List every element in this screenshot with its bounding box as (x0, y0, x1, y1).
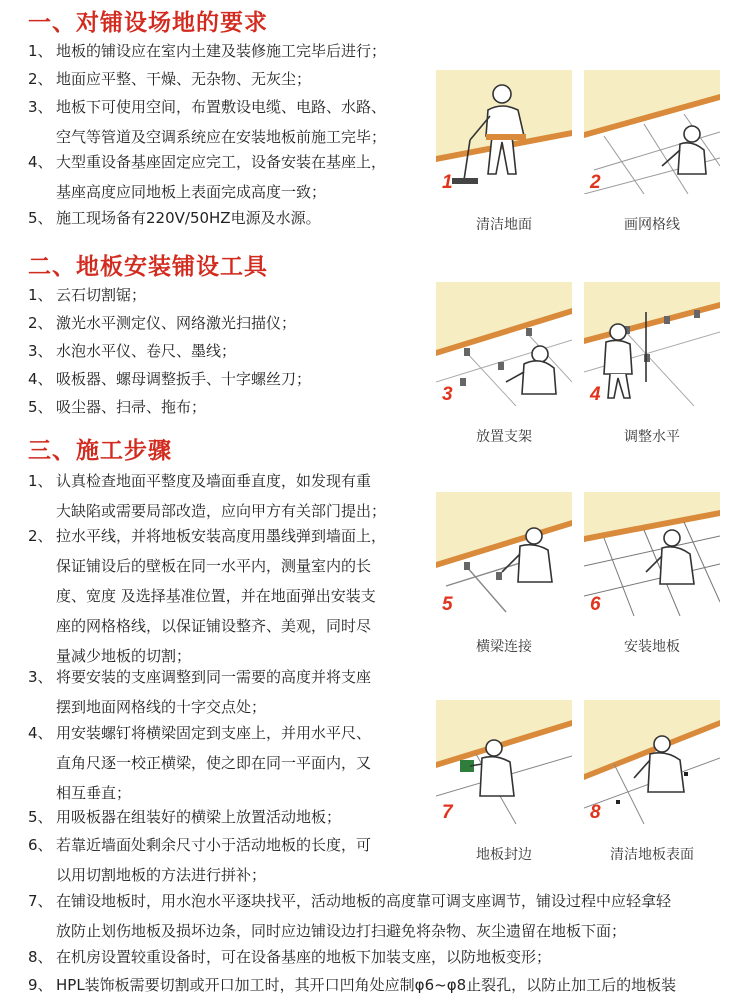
list-item: 3、 地板下可使用空间，布置敷设电缆、电路、水路、 空气等管道及空调系统应在安装地板前施工完毕； (28, 98, 387, 146)
figure-number: 5 (442, 594, 453, 615)
figure-caption: 清洁地板表面 (610, 847, 694, 863)
figure-number: 2 (590, 172, 601, 193)
list-item: 1、 认真检查地面平整度及墙面垂直度，如发现有重 大缺陷或需要局部改造，应向甲方有关部门提出； (28, 472, 387, 520)
list-item: 1、 云石切割锯； (28, 286, 147, 304)
figure-number: 8 (590, 802, 601, 823)
list-item: 1、 地板的铺设应在室内土建及装修施工完毕后进行； (28, 42, 387, 60)
list-item: 5、 吸尘器、扫帚、拖布； (28, 398, 207, 416)
figure-caption: 清洁地面 (476, 217, 532, 233)
section-title-construction-steps: 三、施工步骤 (28, 438, 172, 464)
list-item: 4、 用安装螺钉将横梁固定到支座上，并用水平尺、 直角尺逐一校正横梁，使之即在同一平面内，又 相互垂直； (28, 724, 372, 802)
figure-caption: 横梁连接 (476, 639, 532, 655)
figure-clean-floor (436, 70, 572, 194)
list-item: 5、 用吸板器在组装好的横梁上放置活动地板； (28, 808, 342, 826)
figure-caption: 放置支架 (476, 429, 532, 445)
section-title-site-requirements: 一、对铺设场地的要求 (28, 10, 268, 36)
figure-caption: 调整水平 (624, 429, 680, 445)
figure-connect-stringers (436, 492, 572, 616)
figure-caption: 地板封边 (476, 847, 532, 863)
list-item: 4、 吸板器、螺母调整扳手、十字螺丝刀； (28, 370, 312, 388)
list-item: 4、 大型重设备基座固定应完工，设备安装在基座上， 基座高度应同地板上表面完成高度一致； (28, 153, 387, 201)
figure-number: 6 (590, 594, 601, 615)
figure-number: 1 (442, 172, 453, 193)
list-item: 2、 拉水平线，并将地板安装高度用墨线弹到墙面上， 保证铺设后的壁板在同一水平内，测量室内的长 度、宽度 及选择基准位置，并在地面弹出安装支 座的网格格线，以保证铺设整齐、美观，同时尽 量减少地板的切割； (28, 527, 387, 665)
figure-caption: 画网格线 (624, 217, 680, 233)
list-item: 3、 水泡水平仪、卷尺、墨线； (28, 342, 237, 360)
list-item: 3、 将要安装的支座调整到同一需要的高度并将支座 摆到地面网格线的十字交点处； (28, 668, 372, 716)
section-title-tools: 二、地板安装铺设工具 (28, 254, 268, 280)
list-item: 8、 在机房设置较重设备时，可在设备基座的地板下加装支座，以防地板变形； (28, 948, 552, 966)
figure-seal-edges (436, 700, 572, 824)
list-item: 2、 激光水平测定仪、网络激光扫描仪； (28, 314, 297, 332)
list-item: 7、 在铺设地板时，用水泡水平逐块找平，活动地板的高度靠可调支座调节，铺设过程中应轻拿轻 放防止划伤地板及损坏边条，同时应边铺设边打扫避免将杂物、灰尘遗留在地板下面； (28, 892, 672, 940)
figure-number: 4 (590, 384, 601, 405)
figure-number: 3 (442, 384, 453, 405)
figure-place-pedestals (436, 282, 572, 406)
list-item: 5、 施工现场备有220V/50HZ电源及水源。 (28, 209, 321, 227)
figure-clean-panel-surface (584, 700, 720, 824)
figure-install-panels (584, 492, 720, 616)
list-item: 2、 地面应平整、干燥、无杂物、无灰尘； (28, 70, 312, 88)
figure-caption: 安装地板 (624, 639, 680, 655)
figure-number: 7 (442, 802, 453, 823)
list-item: 9、 HPL装饰板需要切割或开口加工时，其开口凹角处应制φ6~φ8止裂孔，以防止加工后的地板装 (28, 976, 677, 994)
list-item: 6、 若靠近墙面处剩余尺寸小于活动地板的长度，可 以用切割地板的方法进行拼补； (28, 836, 372, 884)
figure-draw-grid (584, 70, 720, 194)
figure-adjust-level (584, 282, 720, 406)
